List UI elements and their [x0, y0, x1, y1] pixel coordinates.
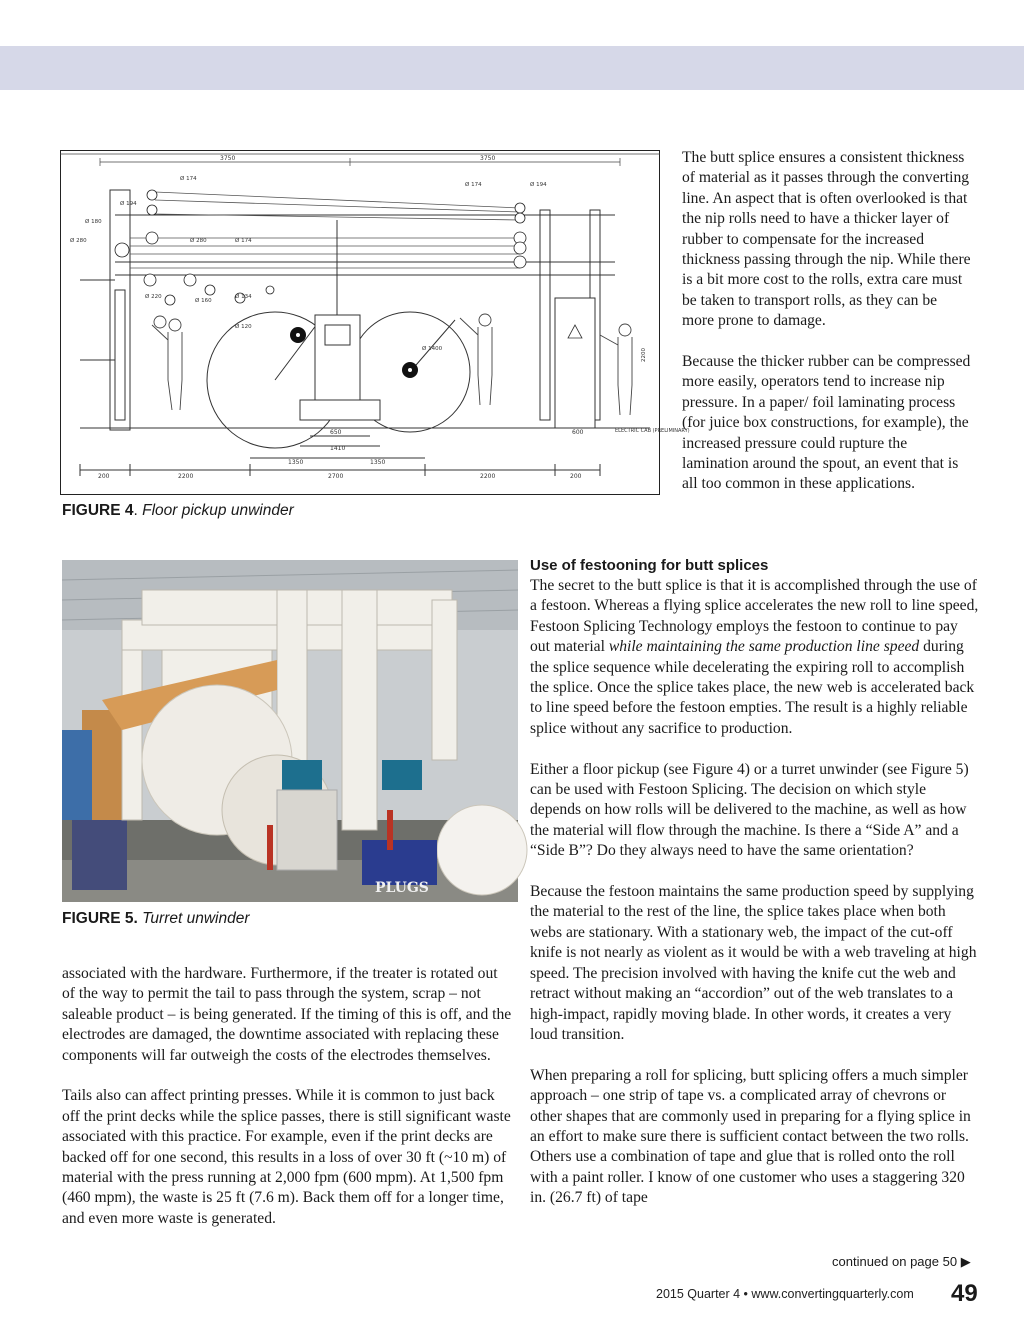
figure-5-caption-text: Turret unwinder	[142, 910, 250, 927]
dim-label: 200	[98, 473, 110, 480]
diameter-label: Ø 1400	[422, 346, 443, 352]
left-column-bottom	[62, 964, 514, 1229]
diameter-label: Ø 280	[190, 238, 207, 244]
diameter-label: Ø 134	[235, 294, 252, 300]
paragraph: associated with the hardware. Furthermore, if the treater is rotated out of the way to permit the tail to pass through the system, scrap – not saleable product – is being generated. If the timing of this is off, and the electrodes are damaged, the downtime associated with replacing these components will far outweigh the costs of the electrodes themselves.	[62, 965, 512, 1064]
paragraph: Either a floor pickup (see Figure 4) or a turret unwinder (see Figure 5) can be used with Festoon Splicing. The decision on which style depends on how rolls will be delivered to the machine, as well as how the material will flow through the machine. Is there a “Side A” and a “Side B”? Do they always need to have the same orientation?	[530, 760, 969, 860]
diameter-label: Ø 194	[120, 201, 137, 207]
diameter-label: Ø 120	[235, 324, 252, 330]
paragraph: Tails also can affect printing presses. While it is common to just back off the print decks while the splice passes, there is still significant waste associated with this practice. For example, even if the print decks are backed off for one second, this results in a loss of over 30 ft (~10 m) of material with the press running at 2,000 fpm (600 mpm). At 1,500 fpm (460 mpm), the waste is 25 ft (7.6 m). Back them off for a longer time, and even more waste is generated.	[62, 1087, 511, 1227]
dim-label: 1410	[330, 445, 346, 452]
dim-label: 3750	[480, 155, 496, 162]
dim-label: 1350	[288, 459, 304, 466]
figure-4-caption-text: Floor pickup unwinder	[142, 502, 294, 519]
right-arrow-icon: ▶	[960, 1254, 971, 1269]
electric-cab-note: ELECTRIC CAB (PRELIMINARY)	[615, 428, 690, 434]
diameter-label: Ø 220	[145, 294, 162, 300]
dim-label: 2700	[328, 473, 344, 480]
figure-5-photo	[62, 560, 518, 902]
section-heading: Use of festooning for butt splices	[530, 557, 769, 574]
page-number: 49	[951, 1280, 978, 1307]
footer: 2015 Quarter 4 • www.convertingquarterly.com	[656, 1287, 914, 1301]
figure-4-label: FIGURE 4	[62, 502, 134, 519]
header-band	[0, 46, 1024, 90]
diameter-label: Ø 174	[235, 238, 252, 244]
dim-label: 2200	[480, 473, 496, 480]
paragraph: Because the festoon maintains the same production speed by supplying the material to the rest of the line, the splice takes place when both webs are stationary. With a stationary web, the impact of the cut-off knife is not nearly as violent as it would be with a web traveling at high speed. The precision involved with having the knife cut the web and retract without making an “accordion” out of the web translates to a high-impact, rapidly moving blade. In other words, it creates a very loud transition.	[530, 883, 977, 1043]
section-festooning	[530, 556, 980, 1209]
diameter-label: Ø 160	[195, 298, 212, 304]
figure-4-drawing	[60, 150, 690, 495]
diameter-label: Ø 194	[530, 182, 547, 188]
plugs-sign: PLUGS	[375, 880, 429, 896]
figure-4-caption: FIGURE 4. Floor pickup unwinder	[62, 502, 294, 519]
figure-5-label: FIGURE 5.	[62, 910, 138, 927]
dim-label: 2200	[641, 348, 647, 362]
paragraph	[530, 576, 980, 739]
continued-note: continued on page 50 ▶	[832, 1254, 971, 1269]
dim-label: 1350	[370, 459, 386, 466]
diameter-label: Ø 280	[70, 238, 87, 244]
dim-label: 650	[330, 429, 342, 436]
diameter-label: Ø 174	[465, 182, 482, 188]
diameter-label: Ø 174	[180, 176, 197, 182]
dim-label: 200	[570, 473, 582, 480]
dim-label: 3750	[220, 155, 236, 162]
diameter-label: Ø 180	[85, 219, 102, 225]
figure-5-caption	[62, 910, 250, 928]
text-run: The secret to the butt splice is that it is accomplished through the use of a festoon. Whereas a flying splice accelerates the new roll to line speed, Festoon Splicing Technology employs the festoon to continue to pay out material	[530, 577, 979, 656]
dim-label: 2200	[178, 473, 194, 480]
paragraph: Because the thicker rubber can be compressed more easily, operators tend to increase nip pressure. In a paper/ foil laminating process (for juice box constructions, for example), the increased pressure could rupture the lamination around the spout, an event that is all too common in these applications.	[682, 353, 971, 493]
paragraph: The butt splice ensures a consistent thickness of material as it passes through the converting line. An aspect that is often overlooked is that the nip rolls need to have a thicker layer of rubber to compensate for the increased thickness passing through the nip. While there is a bit more cost to the rolls, extra care must be taken to transport rolls, as they can be more prone to damage.	[682, 149, 971, 330]
paragraph: When preparing a roll for splicing, butt splicing offers a much simpler approach – one strip of tape vs. a complicated array of chevrons or other shapes that are commonly used in preparing for a flying splice in an effort to make sure there is sufficient contact between the two rolls. Others use a combination of tape and glue that is rolled onto the roll with a paint roller. I know of one customer who uses a staggering 320 in. (26.7 ft) of tape	[530, 1066, 971, 1207]
text-run: during the splice sequence while decelerating the expiring roll to accomplish the splice. Once the splice takes place, the new web is accelerated back to line speed before the festoon empties. The result is a highly reliable splice without any sacrifice to production.	[530, 638, 975, 737]
emphasis: while maintaining the same production line speed	[608, 638, 920, 656]
right-column-top	[682, 148, 972, 495]
dim-label: 600	[572, 429, 584, 436]
